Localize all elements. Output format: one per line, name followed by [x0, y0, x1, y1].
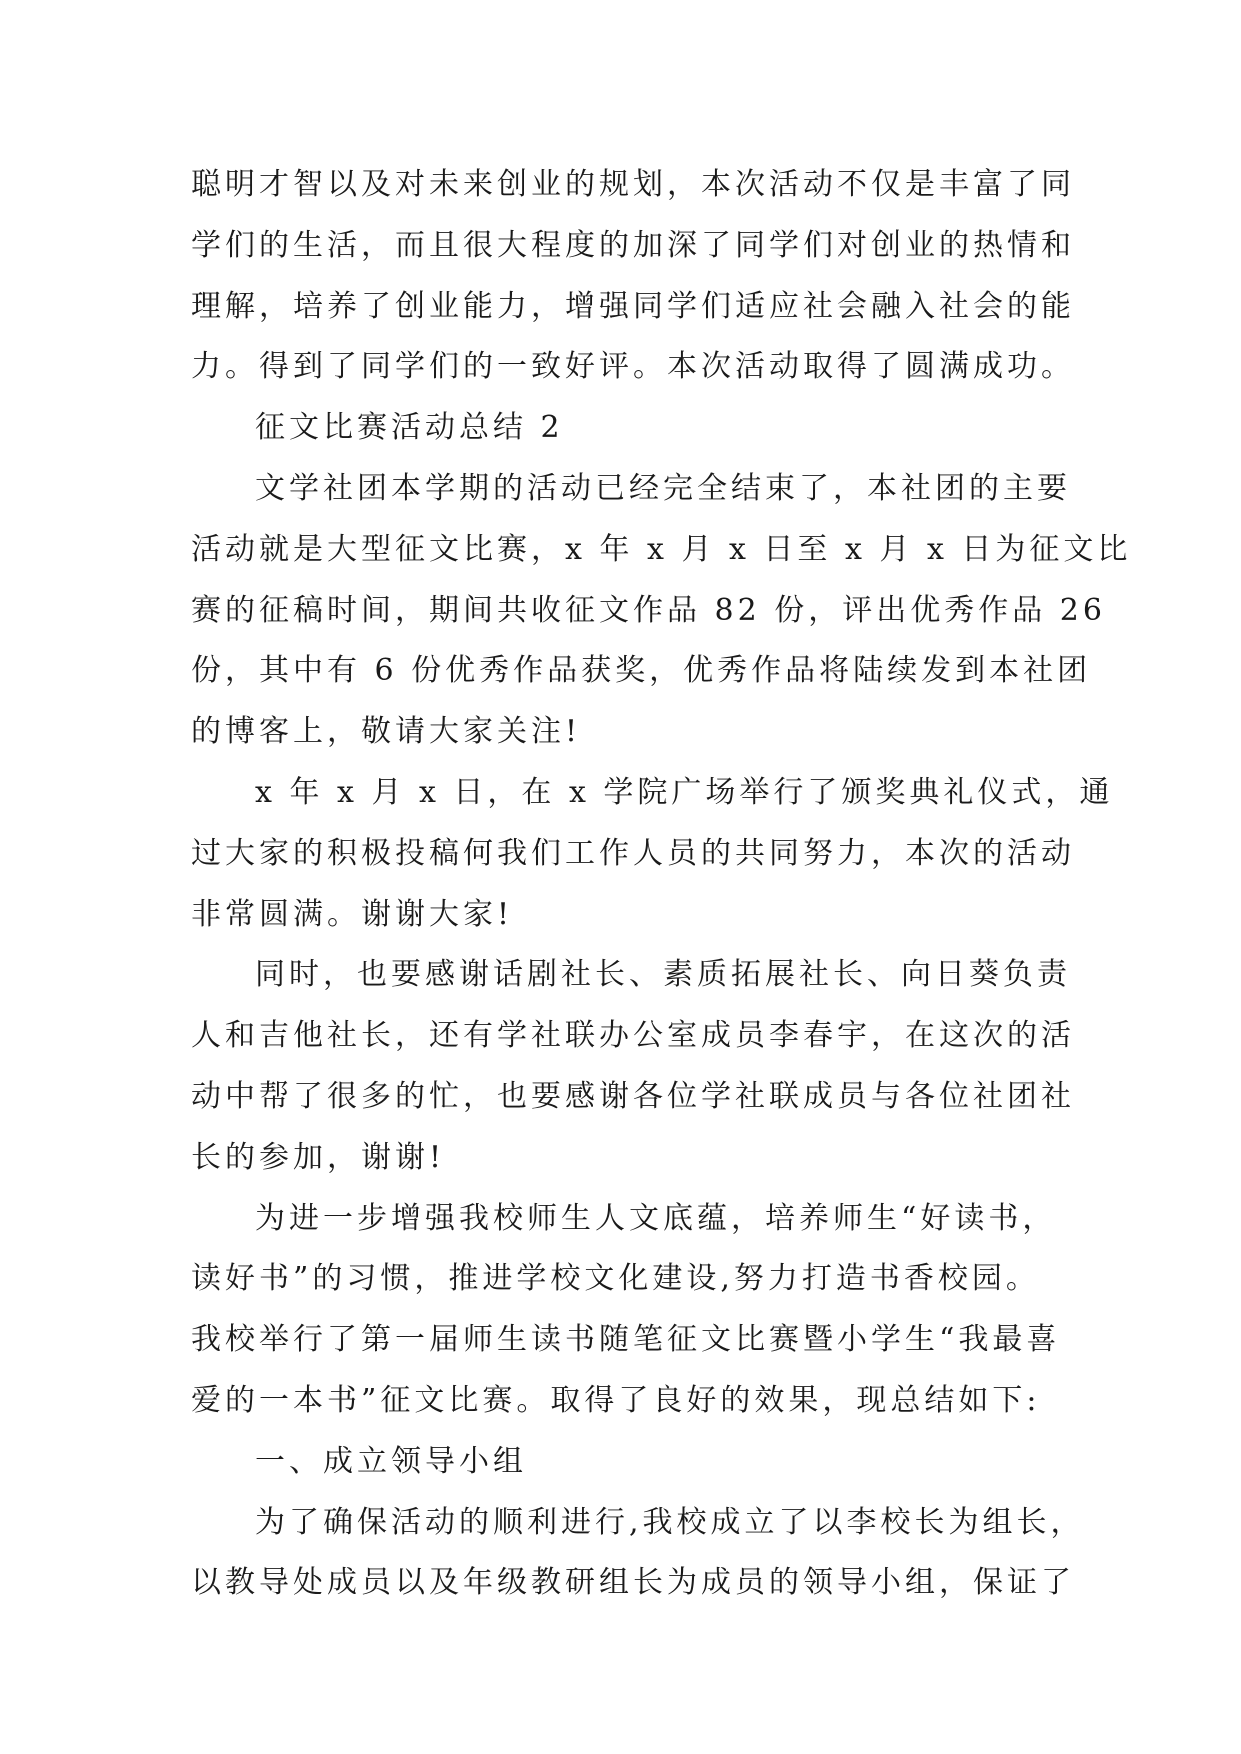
- section-heading: 一、成立领导小组: [255, 1443, 527, 1479]
- text-line: 爱的一本书”征文比赛。取得了良好的效果，现总结如下:: [191, 1382, 1041, 1418]
- text-line: 同时，也要感谢话剧社长、素质拓展社长、向日葵负责: [255, 957, 1071, 993]
- text-line: 活动就是大型征文比赛，x 年 x 月 x 日至 x 月 x 日为征文比: [191, 531, 1132, 567]
- text-line: 读好书”的习惯，推进学校文化建设,努力打造书香校园。: [191, 1261, 1040, 1297]
- text-line: 为进一步增强我校师生人文底蕴，培养师生“好读书，: [255, 1200, 1057, 1236]
- text-line: 长的参加，谢谢!: [191, 1139, 446, 1175]
- text-line: 的博客上，敬请大家关注!: [191, 714, 582, 750]
- text-line: 理解，培养了创业能力，增强同学们适应社会融入社会的能: [191, 288, 1075, 324]
- text-line: x 年 x 月 x 日，在 x 学院广场举行了颁奖典礼仪式，通: [255, 774, 1114, 810]
- text-line: 过大家的积极投稿何我们工作人员的共同努力，本次的活动: [191, 835, 1075, 871]
- text-line: 以教导处成员以及年级教研组长为成员的领导小组，保证了: [191, 1565, 1075, 1601]
- section-heading: 征文比赛活动总结 2: [255, 410, 564, 446]
- text-line: 动中帮了很多的忙，也要感谢各位学社联成员与各位社团社: [191, 1078, 1075, 1114]
- text-line: 聪明才智以及对未来创业的规划，本次活动不仅是丰富了同: [191, 167, 1075, 202]
- text-line: 学们的生活，而且很大程度的加深了同学们对创业的热情和: [191, 227, 1075, 263]
- text-line: 文学社团本学期的活动已经完全结束了，本社团的主要: [255, 470, 1071, 506]
- text-line: 为了确保活动的顺利进行,我校成立了以李校长为组长，: [255, 1504, 1085, 1540]
- text-line: 力。得到了同学们的一致好评。本次活动取得了圆满成功。: [191, 349, 1075, 385]
- text-line: 我校举行了第一届师生读书随笔征文比赛暨小学生“我最喜: [191, 1322, 1061, 1358]
- text-line: 非常圆满。谢谢大家!: [191, 896, 514, 932]
- text-line: 人和吉他社长，还有学社联办公室成员李春宇，在这次的活: [191, 1018, 1075, 1054]
- text-line: 赛的征稿时间，期间共收征文作品 82 份，评出优秀作品 26: [191, 592, 1106, 628]
- text-line: 份，其中有 6 份优秀作品获奖，优秀作品将陆续发到本社团: [191, 653, 1092, 689]
- document-body: [191, 155, 1132, 1614]
